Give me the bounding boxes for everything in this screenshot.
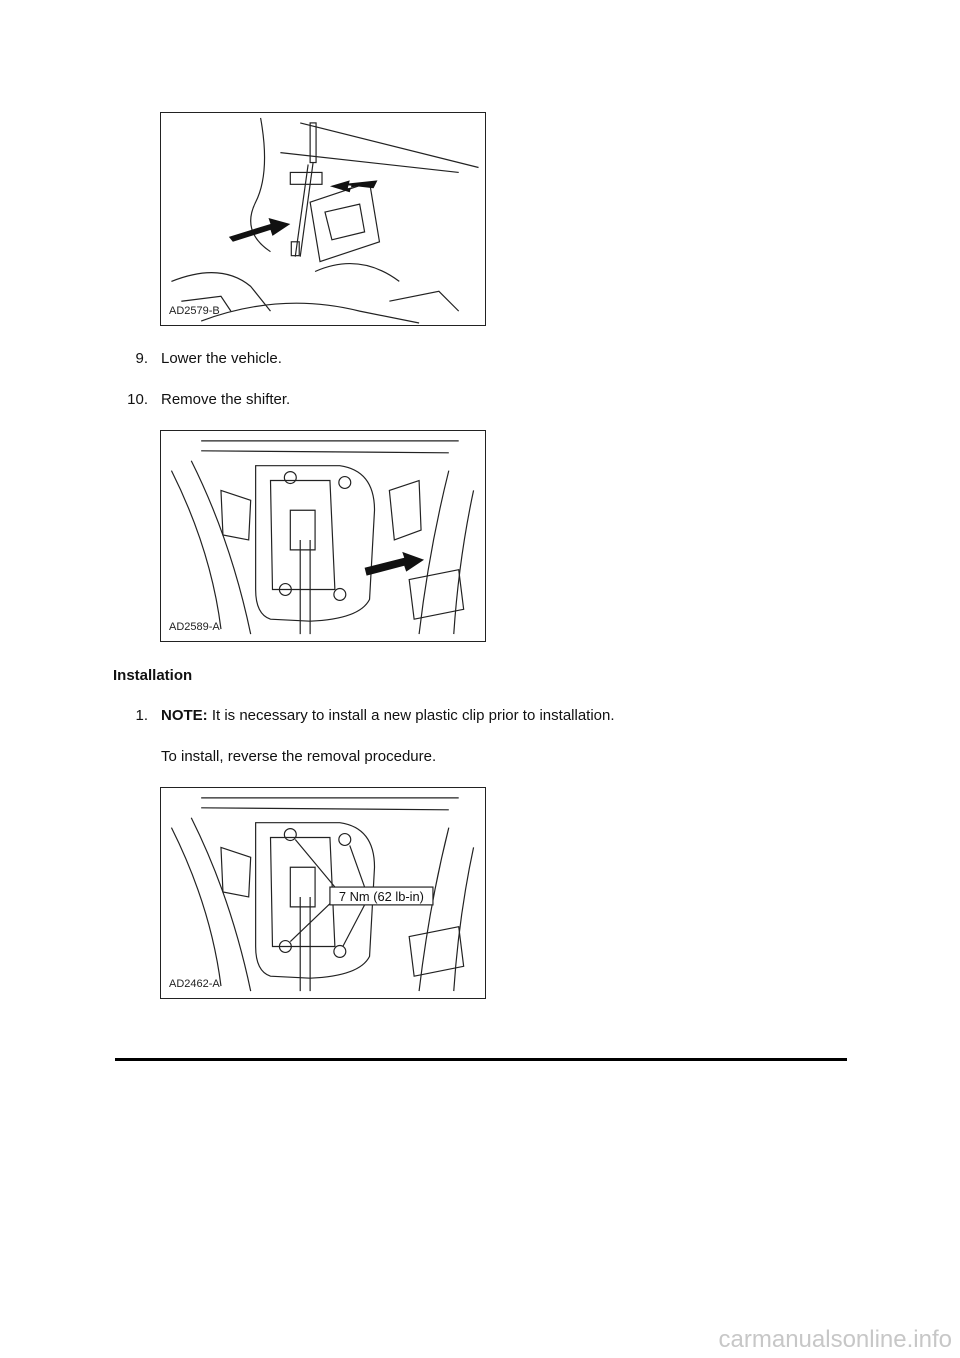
shifter-torque-illustration [161,788,485,998]
shifter-assembly-illustration [161,431,485,641]
shift-cable-illustration [161,113,485,325]
step-number: 9. [135,350,148,367]
watermark: carmanualsonline.info [718,1326,952,1353]
figure-ad2579-b [160,112,486,326]
section-heading: Installation [113,667,193,684]
torque-callout: 7 Nm (62 lb-in) [338,888,424,904]
note-text: It is necessary to install a new plastic clip prior to installation. [207,707,615,724]
note-label: NOTE: [161,707,208,724]
figure-ad2589-a [160,430,486,642]
figure-code: AD2462-A [169,978,220,990]
figure-code: AD2589-A [169,621,220,633]
step-number: 1. [135,707,148,724]
step-text: Remove the shifter. [161,391,291,408]
step-text: Lower the vehicle. [161,350,282,367]
step-number: 10. [127,391,148,408]
divider [115,1058,847,1061]
note-line [161,707,615,725]
figure-ad2462-a [160,787,486,999]
instruction-text: To install, reverse the removal procedure. [161,748,437,765]
figure-code: AD2579-B [169,305,220,317]
